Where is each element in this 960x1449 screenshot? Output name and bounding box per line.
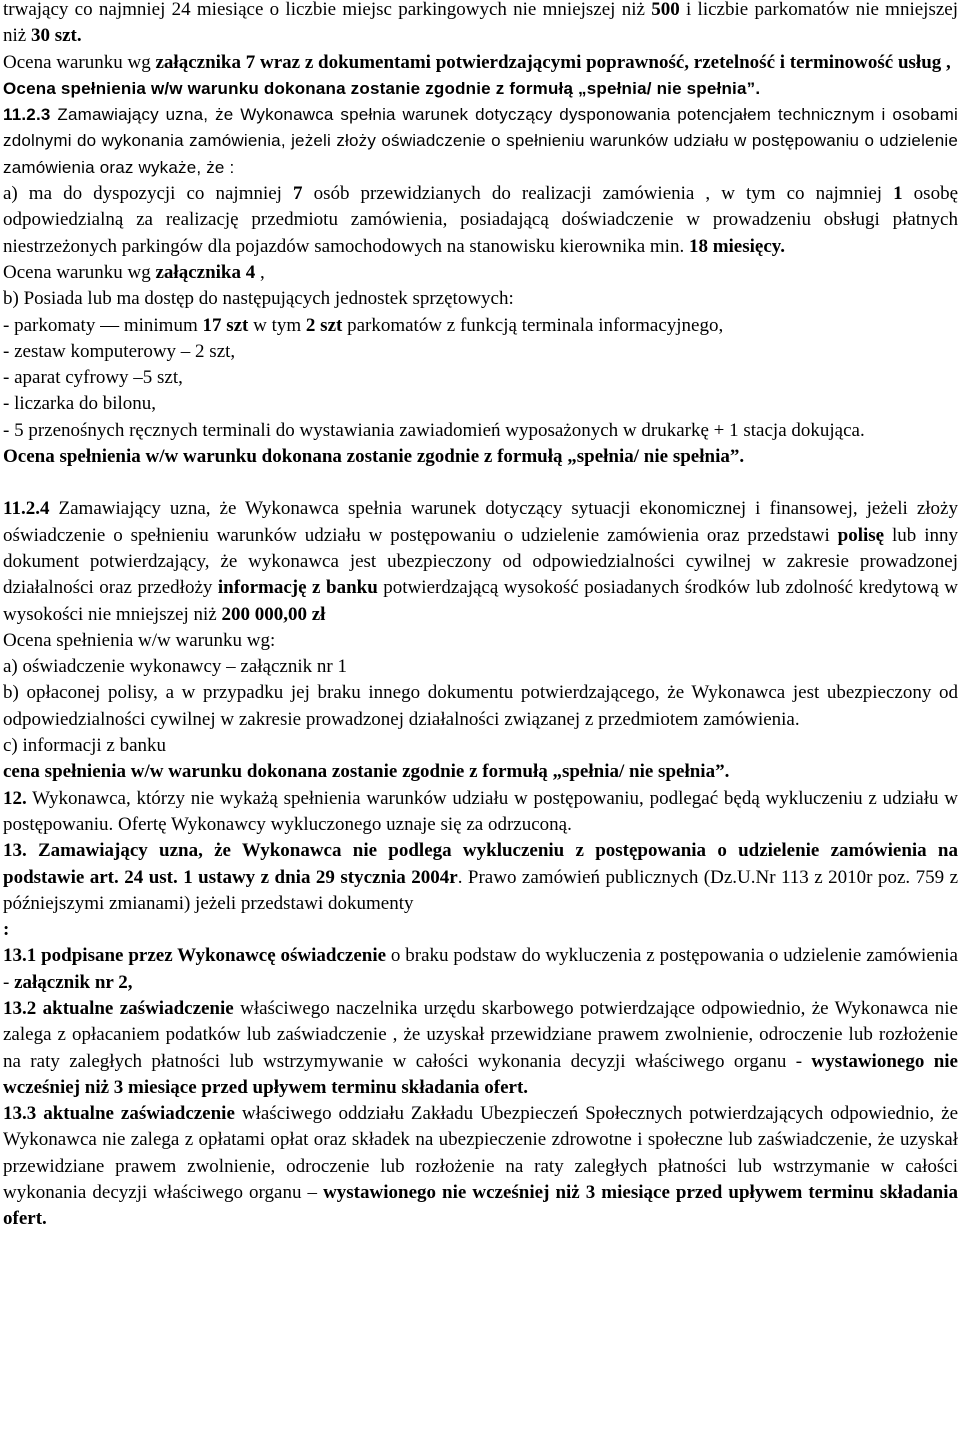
paragraph-section-13	[3, 838, 958, 917]
bold-text: wystawionego nie wcześniej niż 3 miesiące przed upływem terminu składania ofert.	[3, 1050, 958, 1098]
text-span: . Prawo zamówień publicznych (Dz.U.Nr 113 z 2010r poz. 759 z późniejszymi zmianami) jeżeli przedstawi dokumenty	[3, 866, 958, 914]
bold-text: 13. Zamawiający uzna, że Wykonawca nie podlega wykluczeniu z postępowania o udzielenie zamówienia na podstawie art. 24 ust. 1 ustawy z dnia 29 stycznia 2004r	[3, 840, 958, 888]
bold-reference: załącznik nr 2,	[14, 971, 133, 993]
text-span: lub inny dokument potwierdzający, że wykonawca jest ubezpieczony od odpowiedzialności cywilnej w zakresie prowadzonej działalności oraz przedłoży	[3, 524, 958, 599]
paragraph-spelnienie-2	[3, 444, 958, 470]
bold-number: 17 szt	[202, 314, 249, 336]
paragraph-section-13-2	[3, 996, 958, 1101]
text-span: Wykonawca, którzy nie wykażą spełnienia warunków udziału w postępowaniu, podlegać będą wykluczeniu z udziału w postępowaniu. Ofertę Wykonawcy wykluczonego uznaje się za odrzuconą.	[3, 787, 958, 835]
text-span: Ocena warunku wg	[3, 51, 156, 73]
paragraph-11-2-3-a	[3, 181, 958, 260]
list-item	[3, 313, 958, 339]
list-item: - liczarka do bilonu,	[3, 393, 157, 415]
section-number: 12.	[3, 787, 27, 809]
text-span: osób przewidzianych do realizacji zamówienia , w tym co najmniej	[302, 183, 894, 205]
list-item: - zestaw komputerowy – 2 szt,	[3, 340, 236, 362]
text-span: - parkomaty — minimum	[3, 314, 203, 336]
list-item: a) oświadczenie wykonawcy – załącznik nr 1	[3, 656, 347, 678]
colon-line	[3, 917, 958, 943]
bold-amount: 200 000,00 zł	[221, 603, 326, 625]
bold-number: 7	[293, 183, 303, 205]
text-span: osobę odpowiedzialną za realizację przedmiotu zamówienia, posiadającą doświadczenie w prowadzeniu obsługi płatnych niestrzeżonych parkingów dla pojazdów samochodowych na stanowisku kierownika min.	[3, 183, 959, 257]
paragraph-11-2-3	[3, 102, 958, 181]
paragraph-section-12	[3, 786, 958, 839]
spacer	[3, 470, 958, 496]
paragraph-section-13-1	[3, 943, 958, 996]
paragraph-11-2-3-b	[3, 286, 958, 312]
bold-text: 13.3 aktualne zaświadczenie	[3, 1103, 235, 1125]
paragraph-spelnienie-3	[3, 759, 958, 785]
bold-number: 1	[893, 183, 903, 205]
bold-number: 30 szt.	[30, 25, 82, 47]
text-span: ,	[255, 261, 265, 283]
text-span: a) ma do dyspozycji co najmniej	[3, 183, 294, 205]
text-span: potwierdzającą wysokość posiadanych środków lub zdolność kredytową w wysokości nie mniejszej niż	[3, 577, 959, 625]
bold-number: 2 szt	[305, 314, 343, 336]
paragraph-11-2-4	[3, 496, 958, 627]
list-item: b) opłaconej polisy, a w przypadku jej braku innego dokumentu potwierdzającego, że Wykonawca jest ubezpieczony od odpowiedzialności cywilnej w zakresie prowadzonej działalności związanej z przedmiotem zamówienia.	[3, 682, 958, 730]
paragraph-spelnienie-1	[3, 76, 958, 102]
list-item: c) informacji z banku	[3, 735, 167, 757]
list-item: - 5 przenośnych ręcznych terminali do wystawiania zawiadomień wyposażonych w drukarkę + 1 stacja dokująca.	[3, 419, 865, 441]
list-item: - aparat cyfrowy –5 szt,	[3, 367, 183, 389]
text-span: o braku podstaw do wykluczenia z postępowania o udzielenie zamówienia -	[3, 945, 958, 993]
text-span: parkomatów z funkcją terminala informacyjnego,	[342, 314, 724, 336]
text-span: właściwego oddziału Zakładu Ubezpieczeń Społecznych potwierdzających odpowiednio, że Wykonawca nie zalega z opłatami opłat oraz składek na ubezpieczenie zdrowotne i społeczne lub zaświadczenie, że uzyskał przewidziane prawem zwolnienie, odroczenie lub rozłożenie na raty zaległych płatności lub wstrzymanie w całości wykonania decyzji właściwego organu –	[3, 1103, 959, 1204]
section-number: 11.2.3	[3, 105, 51, 125]
paragraph-ocena-wg: Ocena spełnienia w/w warunku wg:	[3, 629, 276, 651]
text-span: właściwego naczelnika urzędu skarbowego potwierdzające odpowiednio, że Wykonawca nie zalega z opłacaniem podatków lub zaświadczenie , że uzyskał przewidziane prawem zwolnienie, odroczenie lub rozłożenie na raty zaległych płatności lub wstrzymywanie w całości wykonania decyzji właściwego organu -	[3, 997, 958, 1072]
paragraph-section-13-3	[3, 1101, 958, 1232]
text-span: w tym	[248, 314, 306, 336]
paragraph-ocena-zal7	[3, 50, 958, 76]
bold-text: Ocena spełnienia w/w warunku dokonana zostanie zgodnie z formułą „spełnia/ nie spełnia”.	[3, 78, 761, 98]
bold-reference: załącznika 4	[155, 261, 256, 283]
paragraph-parking-experience	[3, 0, 958, 50]
text-span: i liczbie parkomatów nie mniejszej niż	[3, 0, 958, 47]
bold-text: informację z banku	[217, 577, 378, 599]
text-span: Ocena warunku wg	[3, 261, 156, 283]
bold-reference: załącznika 7	[155, 51, 256, 73]
text-span: Zamawiający uzna, że Wykonawca spełnia warunek dotyczący dysponowania potencjałem technicznym i osobami zdolnymi do wykonania zamówienia, jeżeli złoży oświadczenie o spełnieniu warunków udziału w postępowaniu o udzielenie zamówienia oraz wykaże, że :	[3, 105, 958, 177]
bold-text: :	[3, 919, 10, 941]
text-span: Zamawiający uzna, że Wykonawca spełnia warunek dotyczący sytuacji ekonomicznej i finansowej, jeżeli złoży oświadczenie o spełnieniu warunków udziału w postępowaniu o udzielenie zamówienia oraz przedstawi	[3, 498, 958, 546]
bold-text: Ocena spełnienia w/w warunku dokonana zostanie zgodnie z formułą „spełnia/ nie spełnia”.	[3, 446, 745, 468]
bold-number: 18 miesięcy.	[688, 235, 785, 257]
bold-text: wystawionego nie wcześniej niż 3 miesiące przed upływem terminu składania ofert.	[3, 1182, 958, 1230]
section-number: 11.2.4	[3, 498, 50, 520]
text-span: trwający co najmniej 24 miesiące o liczbie miejsc parkingowych nie mniejszej niż	[3, 0, 652, 20]
bold-text: 13.2 aktualne zaświadczenie	[3, 997, 234, 1019]
text-span: b) Posiada lub ma dostęp do następujących jednostek sprzętowych:	[3, 288, 514, 310]
bold-text: 13.1 podpisane przez Wykonawcę oświadczenie	[3, 945, 387, 967]
bold-text: polisę	[837, 524, 885, 546]
bold-text: wraz z dokumentami potwierdzającymi poprawność, rzetelność i terminowość usług ,	[255, 51, 951, 73]
bold-number: 500	[651, 0, 680, 20]
paragraph-ocena-zal4	[3, 260, 958, 286]
bold-text: cena spełnienia w/w warunku dokonana zostanie zgodnie z formułą „spełnia/ nie spełnia”.	[3, 761, 730, 783]
